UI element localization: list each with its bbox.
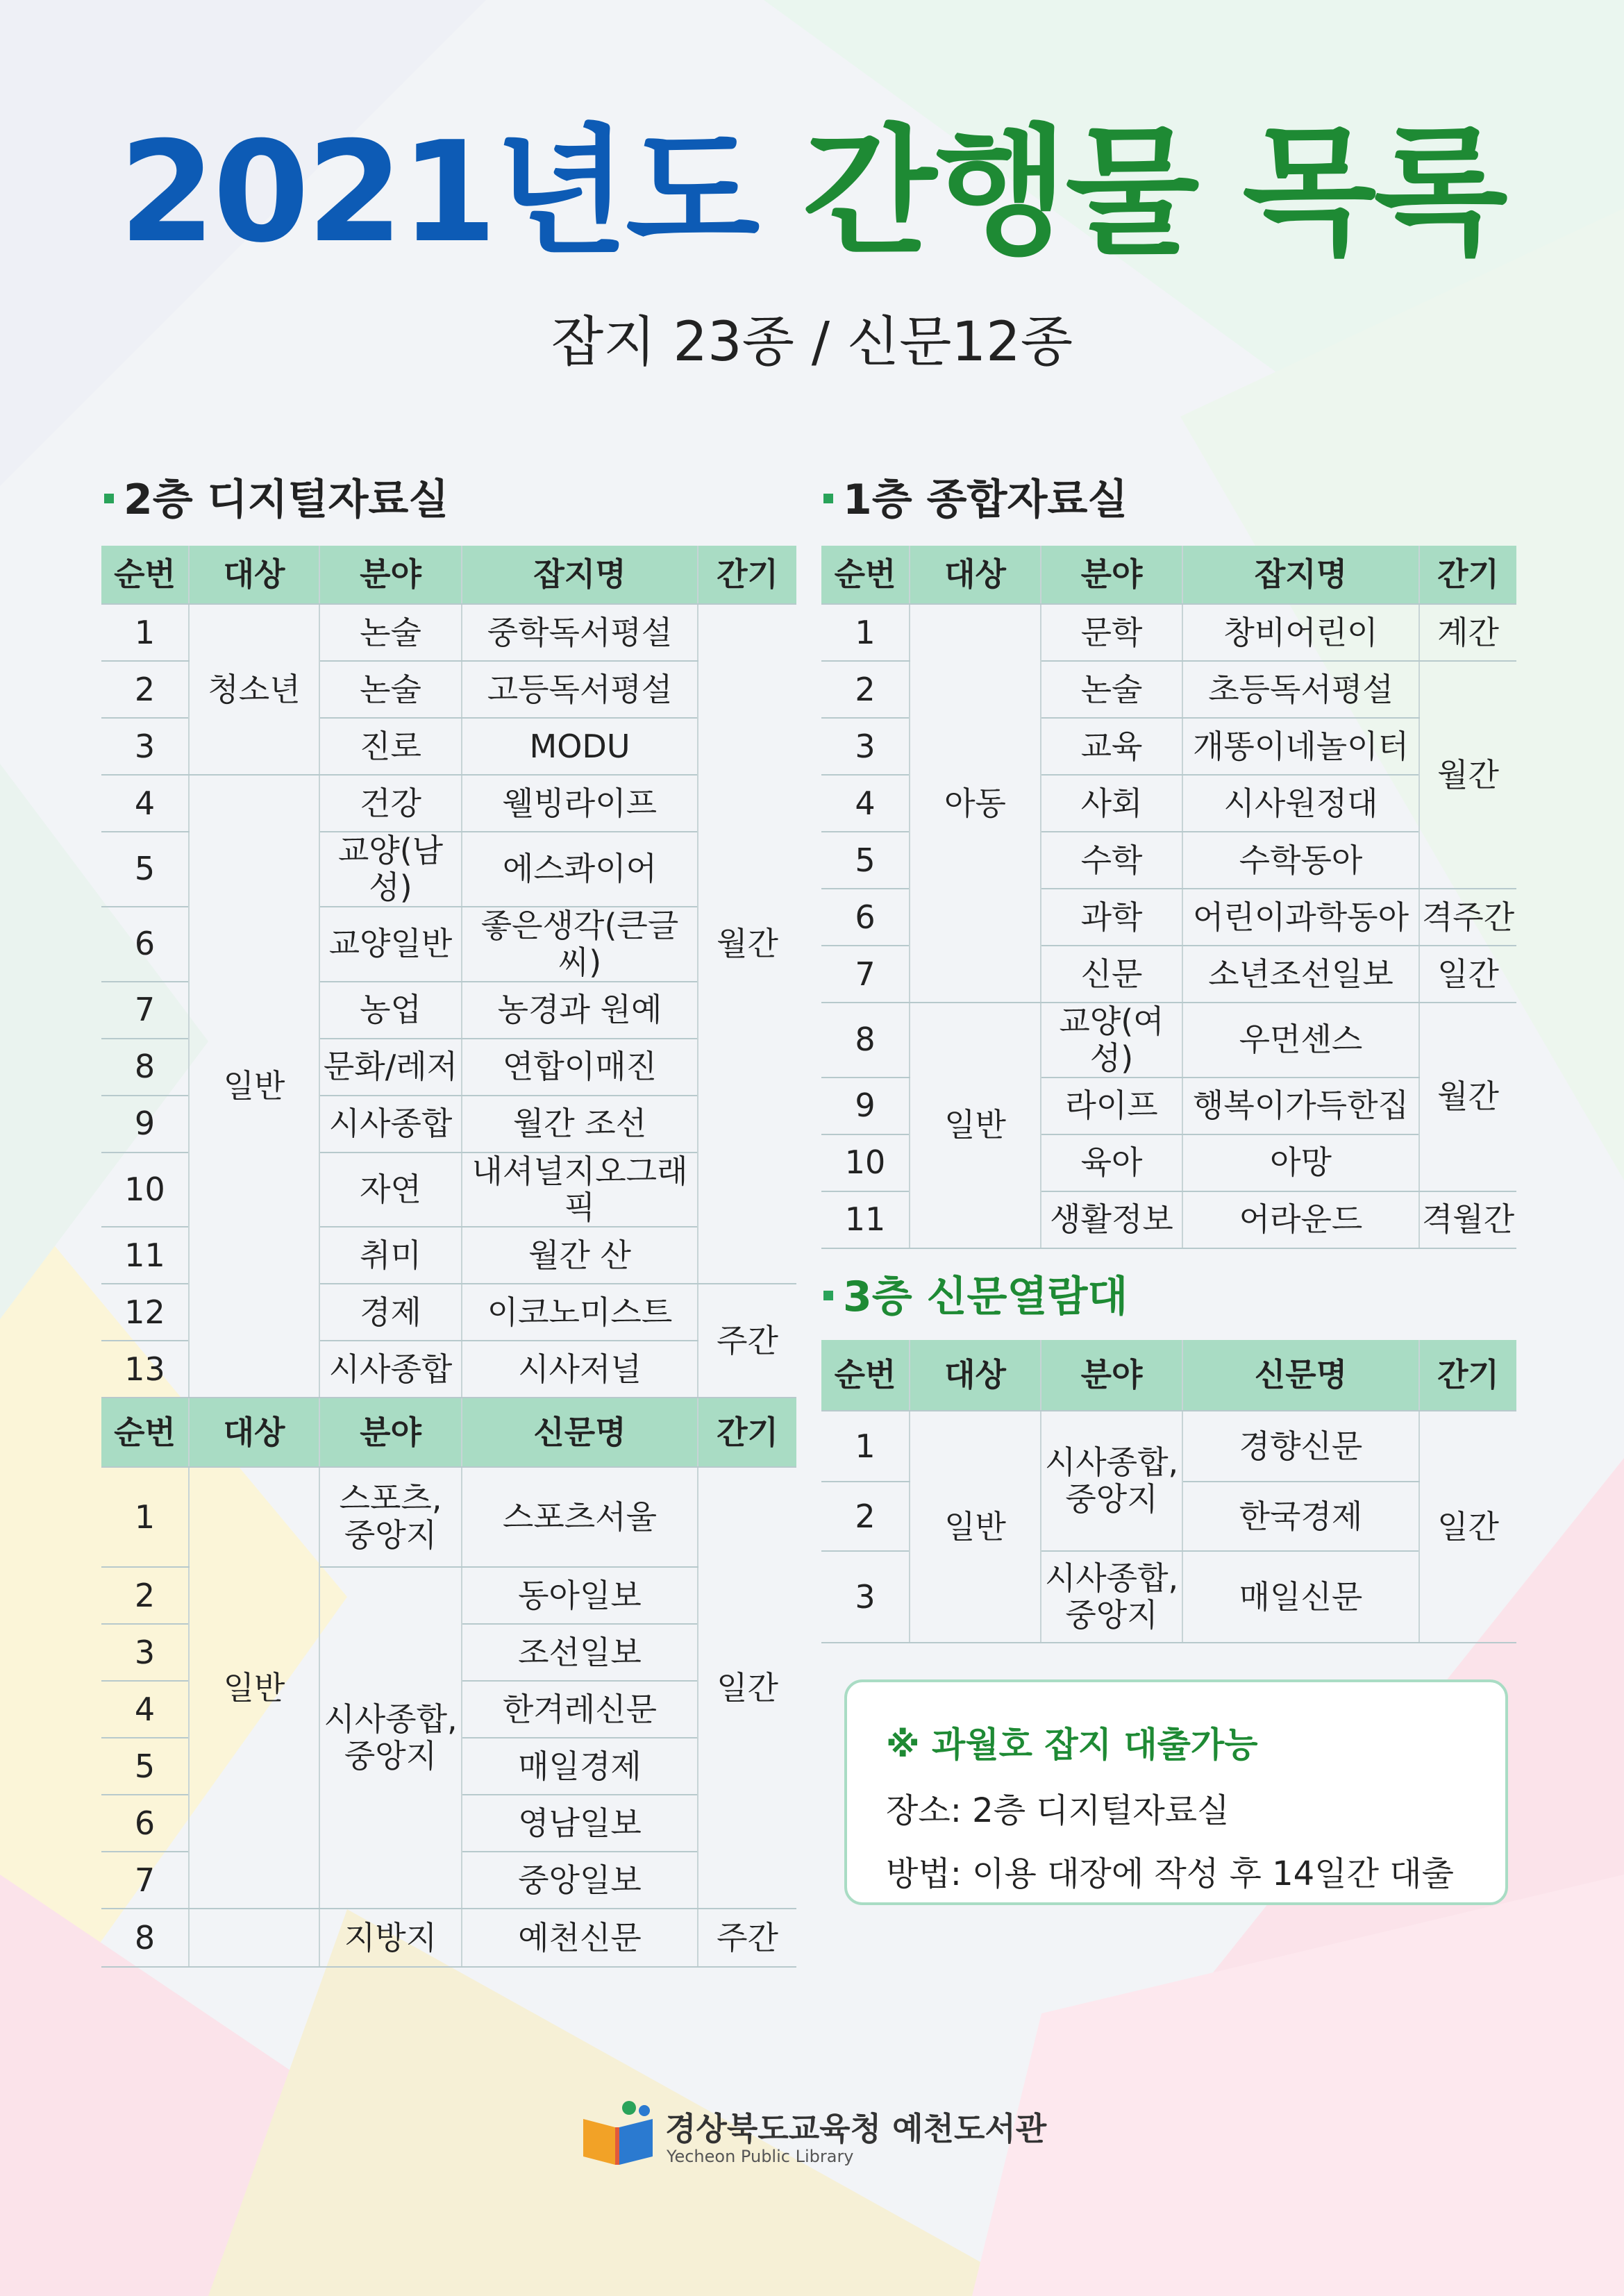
cell-no: 2 <box>821 661 910 718</box>
cell-field: 문학 <box>1041 604 1182 661</box>
library-book-icon <box>580 2098 657 2168</box>
cell-field: 시사종합, 중앙지 <box>1041 1411 1182 1551</box>
cell-name: 내셔널지오그래픽 <box>462 1153 698 1227</box>
cell-name: 어라운드 <box>1182 1191 1419 1248</box>
cell-name: 중학독서평설 <box>462 604 698 661</box>
cell-no: 4 <box>101 1681 189 1738</box>
cell-name: 연합이매진 <box>462 1039 698 1096</box>
cell-no: 5 <box>101 1738 189 1795</box>
cell-field: 경제 <box>319 1284 462 1341</box>
table-row <box>821 604 1516 661</box>
section-3f-label: 3층 신문열람대 <box>843 1273 1128 1321</box>
cell-name: MODU <box>462 718 698 775</box>
cell-name: 개똥이네놀이터 <box>1182 718 1419 775</box>
cell-name: 한겨레신문 <box>462 1681 698 1738</box>
cell-frequency: 격월간 <box>1419 1191 1516 1248</box>
cell-field: 수학 <box>1041 832 1182 889</box>
table-row <box>101 1467 796 1567</box>
library-name: 경상북도교육청 예천도서관 <box>665 2110 1047 2147</box>
notice-location: 장소: 2층 디지털자료실 <box>886 1791 1230 1830</box>
cell-field: 교양(여성) <box>1041 1003 1182 1078</box>
cell-name: 좋은생각(큰글씨) <box>462 907 698 982</box>
cell-name: 예천신문 <box>462 1909 698 1967</box>
cell-no: 9 <box>101 1096 189 1153</box>
cell-no: 3 <box>101 1624 189 1681</box>
cell-no: 13 <box>101 1341 189 1398</box>
notice-headline: ※ 과월호 잡지 대출가능 <box>886 1725 1258 1765</box>
col-header: 대상 <box>910 1340 1041 1411</box>
cell-no: 7 <box>821 946 910 1003</box>
cell-name: 월간 산 <box>462 1227 698 1284</box>
title-year: 2021년도 <box>119 112 757 274</box>
magazine-table-1f <box>821 546 1516 1249</box>
cell-name: 고등독서평설 <box>462 661 698 718</box>
cell-field: 교양(남성) <box>319 832 462 907</box>
cell-no: 12 <box>101 1284 189 1341</box>
page-title <box>0 112 1624 274</box>
page-subtitle: 잡지 23종 / 신문12종 <box>551 311 1073 374</box>
cell-field: 교양일반 <box>319 907 462 982</box>
cell-no: 7 <box>101 982 189 1039</box>
cell-no: 1 <box>101 1467 189 1567</box>
col-header: 잡지명 <box>1182 546 1419 604</box>
cell-frequency: 주간 <box>698 1909 796 1967</box>
col-header: 분야 <box>1041 1340 1182 1411</box>
cell-field: 자연 <box>319 1153 462 1227</box>
library-name-english: Yecheon Public Library <box>667 2147 854 2166</box>
cell-name: 수학동아 <box>1182 832 1419 889</box>
col-header: 분야 <box>319 546 462 604</box>
cell-name: 우먼센스 <box>1182 1003 1419 1078</box>
cell-field: 진로 <box>319 718 462 775</box>
cell-field: 사회 <box>1041 775 1182 832</box>
table-row <box>821 1411 1516 1482</box>
cell-no: 11 <box>101 1227 189 1284</box>
cell-field: 논술 <box>319 661 462 718</box>
bullet-square-icon <box>104 494 114 503</box>
cell-no: 4 <box>101 775 189 832</box>
cell-name: 행복이가득한집 <box>1182 1078 1419 1134</box>
cell-field: 신문 <box>1041 946 1182 1003</box>
cell-field: 논술 <box>319 604 462 661</box>
cell-no: 3 <box>101 718 189 775</box>
cell-name: 월간 조선 <box>462 1096 698 1153</box>
bullet-square-icon <box>823 494 833 503</box>
cell-name: 영남일보 <box>462 1795 698 1852</box>
cell-no: 1 <box>821 604 910 661</box>
col-header: 대상 <box>189 546 319 604</box>
col-header: 간기 <box>698 1398 796 1467</box>
cell-no: 5 <box>101 832 189 907</box>
cell-name: 시사원정대 <box>1182 775 1419 832</box>
newspaper-table-3f <box>821 1340 1516 1643</box>
cell-frequency: 일간 <box>1419 1411 1516 1643</box>
cell-no: 10 <box>821 1134 910 1191</box>
table-row <box>101 1909 796 1967</box>
cell-no: 1 <box>101 604 189 661</box>
col-header: 순번 <box>101 1398 189 1467</box>
cell-frequency: 일간 <box>1419 946 1516 1003</box>
cell-target: 일반 <box>189 775 319 1398</box>
cell-name: 어린이과학동아 <box>1182 889 1419 946</box>
cell-name: 이코노미스트 <box>462 1284 698 1341</box>
cell-frequency: 일간 <box>698 1467 796 1909</box>
cell-frequency: 월간 <box>1419 1003 1516 1191</box>
bullet-square-icon <box>823 1291 833 1300</box>
cell-no: 6 <box>101 907 189 982</box>
cell-field: 육아 <box>1041 1134 1182 1191</box>
cell-name: 스포츠서울 <box>462 1467 698 1567</box>
section-1f-heading <box>823 476 1128 524</box>
cell-field: 지방지 <box>319 1909 462 1967</box>
cell-name: 중앙일보 <box>462 1852 698 1909</box>
col-header: 순번 <box>101 546 189 604</box>
col-header: 간기 <box>698 546 796 604</box>
col-header: 간기 <box>1419 546 1516 604</box>
cell-field: 시사종합, 중앙지 <box>1041 1551 1182 1643</box>
library-logo <box>580 2094 1066 2170</box>
cell-target: 일반 <box>910 1411 1041 1643</box>
table-row <box>101 604 796 661</box>
cell-name: 경향신문 <box>1182 1411 1419 1482</box>
cell-name: 한국경제 <box>1182 1482 1419 1551</box>
cell-no: 6 <box>101 1795 189 1852</box>
notice-method: 방법: 이용 대장에 작성 후 14일간 대출 <box>886 1854 1454 1893</box>
loan-notice-box <box>844 1679 1508 1905</box>
col-header: 잡지명 <box>462 546 698 604</box>
section-2f-label: 2층 디지털자료실 <box>124 476 449 524</box>
cell-no: 5 <box>821 832 910 889</box>
cell-name: 농경과 원예 <box>462 982 698 1039</box>
cell-frequency: 격주간 <box>1419 889 1516 946</box>
cell-name: 시사저널 <box>462 1341 698 1398</box>
col-header: 순번 <box>821 546 910 604</box>
cell-target: 아동 <box>910 604 1041 1003</box>
col-header: 분야 <box>1041 546 1182 604</box>
table-row <box>101 775 796 832</box>
col-header: 대상 <box>189 1398 319 1467</box>
cell-name: 창비어린이 <box>1182 604 1419 661</box>
cell-no: 9 <box>821 1078 910 1134</box>
cell-field: 생활정보 <box>1041 1191 1182 1248</box>
col-header: 신문명 <box>462 1398 698 1467</box>
cell-no: 8 <box>101 1909 189 1967</box>
cell-field: 라이프 <box>1041 1078 1182 1134</box>
cell-field: 취미 <box>319 1227 462 1284</box>
cell-no: 7 <box>101 1852 189 1909</box>
cell-name: 초등독서평설 <box>1182 661 1419 718</box>
cell-name: 매일경제 <box>462 1738 698 1795</box>
cell-frequency: 월간 <box>698 604 796 1284</box>
cell-name: 동아일보 <box>462 1567 698 1624</box>
cell-no: 3 <box>821 718 910 775</box>
cell-no: 2 <box>101 1567 189 1624</box>
cell-field: 시사종합 <box>319 1341 462 1398</box>
col-header: 분야 <box>319 1398 462 1467</box>
cell-no: 8 <box>821 1003 910 1078</box>
title-rest: 간행물 목록 <box>803 112 1505 274</box>
cell-field: 논술 <box>1041 661 1182 718</box>
cell-no: 2 <box>101 661 189 718</box>
cell-frequency: 주간 <box>698 1284 796 1398</box>
cell-field: 스포츠, 중앙지 <box>319 1467 462 1567</box>
cell-name: 아망 <box>1182 1134 1419 1191</box>
col-header: 순번 <box>821 1340 910 1411</box>
cell-target <box>189 1909 319 1967</box>
magazine-table-2f <box>101 546 796 1968</box>
cell-field: 건강 <box>319 775 462 832</box>
cell-frequency: 월간 <box>1419 661 1516 889</box>
cell-no: 8 <box>101 1039 189 1096</box>
cell-no: 2 <box>821 1482 910 1551</box>
cell-no: 4 <box>821 775 910 832</box>
section-3f-heading <box>823 1273 1128 1321</box>
cell-field: 시사종합 <box>319 1096 462 1153</box>
cell-field: 시사종합, 중앙지 <box>319 1567 462 1909</box>
cell-name: 에스콰이어 <box>462 832 698 907</box>
cell-name: 소년조선일보 <box>1182 946 1419 1003</box>
cell-frequency: 계간 <box>1419 604 1516 661</box>
cell-no: 6 <box>821 889 910 946</box>
cell-no: 10 <box>101 1153 189 1227</box>
col-header: 간기 <box>1419 1340 1516 1411</box>
col-header: 대상 <box>910 546 1041 604</box>
cell-field: 문화/레저 <box>319 1039 462 1096</box>
cell-target: 청소년 <box>189 604 319 775</box>
cell-name: 웰빙라이프 <box>462 775 698 832</box>
cell-no: 11 <box>821 1191 910 1248</box>
cell-target: 일반 <box>189 1467 319 1909</box>
cell-name: 매일신문 <box>1182 1551 1419 1643</box>
cell-name: 조선일보 <box>462 1624 698 1681</box>
cell-no: 1 <box>821 1411 910 1482</box>
cell-target: 일반 <box>910 1003 1041 1248</box>
col-header: 신문명 <box>1182 1340 1419 1411</box>
section-2f-heading <box>104 476 449 524</box>
cell-field: 교육 <box>1041 718 1182 775</box>
cell-field: 농업 <box>319 982 462 1039</box>
section-1f-label: 1층 종합자료실 <box>843 476 1128 524</box>
cell-no: 3 <box>821 1551 910 1643</box>
cell-field: 과학 <box>1041 889 1182 946</box>
table-row <box>821 1003 1516 1078</box>
